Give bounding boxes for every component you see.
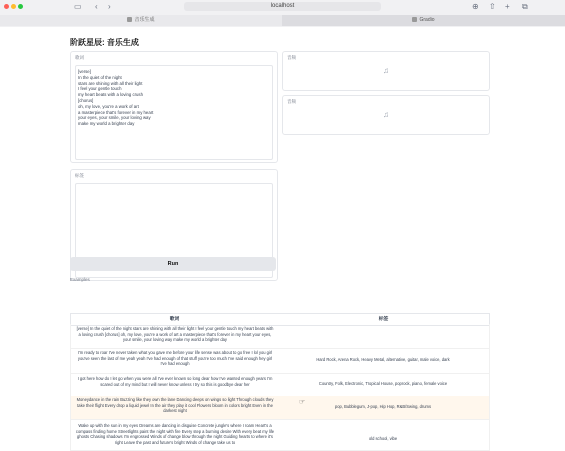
music-note-icon: ♫ bbox=[383, 110, 389, 119]
tab-gradio[interactable]: Gradio bbox=[282, 15, 565, 26]
audio-panel-1 bbox=[282, 51, 490, 91]
lyrics-cell: I'm ready to roar I've never taken what you gave me before your life sense was about to go free I lol you girl you've seen the last of me yeah yeah I've had enough of that stuff you're too much I've said enough hey girl I've had enough bbox=[77, 350, 273, 367]
audio-label-1: 音频 bbox=[287, 55, 296, 60]
audio-panel-2 bbox=[282, 95, 490, 135]
minimize-window-button[interactable] bbox=[11, 4, 16, 9]
close-window-button[interactable] bbox=[4, 4, 9, 9]
maximize-window-button[interactable] bbox=[18, 4, 23, 9]
table-row[interactable] bbox=[70, 373, 490, 397]
lyrics-label: 歌词 bbox=[75, 55, 84, 60]
music-note-icon: ♫ bbox=[383, 66, 389, 75]
lyrics-panel bbox=[70, 51, 278, 163]
favicon-icon bbox=[412, 17, 417, 22]
tags-cell: pop, Bubblegum, J-pop, Hip Hop, R&B/Swing, drums bbox=[334, 404, 432, 409]
run-button[interactable]: Run bbox=[70, 257, 276, 271]
share-icon[interactable]: ⇧ bbox=[489, 2, 496, 11]
table-row[interactable] bbox=[70, 324, 490, 349]
table-row[interactable] bbox=[70, 419, 490, 451]
table-row[interactable] bbox=[70, 396, 490, 420]
favicon-icon bbox=[127, 17, 132, 22]
address-bar[interactable]: localhost bbox=[184, 2, 381, 11]
pointer-cursor-icon: ☞ bbox=[299, 399, 306, 406]
browser-tabs bbox=[0, 15, 565, 27]
lyrics-cell: [verse] In the quiet of the night stars are shining with all their light I feel your gentle touch my heart beats with a loving crush [chorus] oh, my love, you're a work of art a masterpiece that's forever in my heart your eyes, your smile, your loving way make my world a brighter day bbox=[76, 326, 274, 343]
tags-cell: Hard Rock, Arena Rock, Heavy Metal, alternative, guitar, male voice, dark bbox=[316, 357, 450, 362]
page-title: 阶跃星辰: 音乐生成 bbox=[70, 38, 139, 47]
tags-column-header: 标签 bbox=[378, 317, 389, 322]
browser-chrome bbox=[0, 0, 565, 28]
sidebar-icon[interactable]: ▭ bbox=[74, 2, 82, 11]
examples-label: Examples bbox=[70, 277, 90, 282]
table-row[interactable] bbox=[70, 348, 490, 374]
forward-icon[interactable]: › bbox=[108, 2, 111, 11]
audio-label-2: 音频 bbox=[287, 99, 296, 104]
lyrics-cell: Moneydance in the rain Buzzing like they own the lane Dancing deeps on wings so light Through clouds they take their flight Every drop a liquid jewel In the air they play it cool Flowers bloom in colors bright Even in the darkest night bbox=[76, 397, 274, 414]
download-icon[interactable]: ⊕ bbox=[472, 2, 479, 11]
lyrics-column-header: 歌词 bbox=[169, 317, 180, 322]
lyrics-cell: Wake up with the sun in my eyes Dreams are dancing in disguise Concrete jungle's where I roam Heart's a compass finding home Streetlights paint the night with fire Every step a burning desire With every beat my life ghosts Chasing shadows I'm engrossed Winds of change blow through the night Guiding hearts to where it's right Leave the past and future's bright Winds of change take us to bbox=[75, 423, 275, 445]
tags-cell bbox=[281, 333, 485, 341]
tags-cell: Country, Folk, Electronic, Tropical House, poprock, piano, female voice bbox=[318, 381, 448, 386]
tab-overview-icon[interactable]: ⧉ bbox=[522, 2, 528, 11]
back-icon[interactable]: ‹ bbox=[95, 2, 98, 11]
tags-cell: old school, vibe bbox=[368, 436, 398, 441]
lyrics-text: [verse] In the quiet of the night stars are shining with all their light I feel your gentle touch my heart beats with a loving crush [chorus] oh, my love, you're a work of art a masterpiece that's forever in my heart your eyes, your smile, your loving way make my world a brighter day bbox=[78, 69, 154, 127]
tags-label: 标签 bbox=[75, 173, 84, 178]
lyrics-cell: I got here how do I let go when you were all I've ever known so long dear how I've wanted enough years I'm scared out of my mind but I will never know unless I try so this is goodbye dear her bbox=[77, 376, 273, 387]
browser-toolbar bbox=[0, 0, 565, 14]
tab-music-generation[interactable]: 音乐生成 bbox=[0, 15, 282, 26]
new-tab-icon[interactable]: + bbox=[505, 2, 510, 11]
